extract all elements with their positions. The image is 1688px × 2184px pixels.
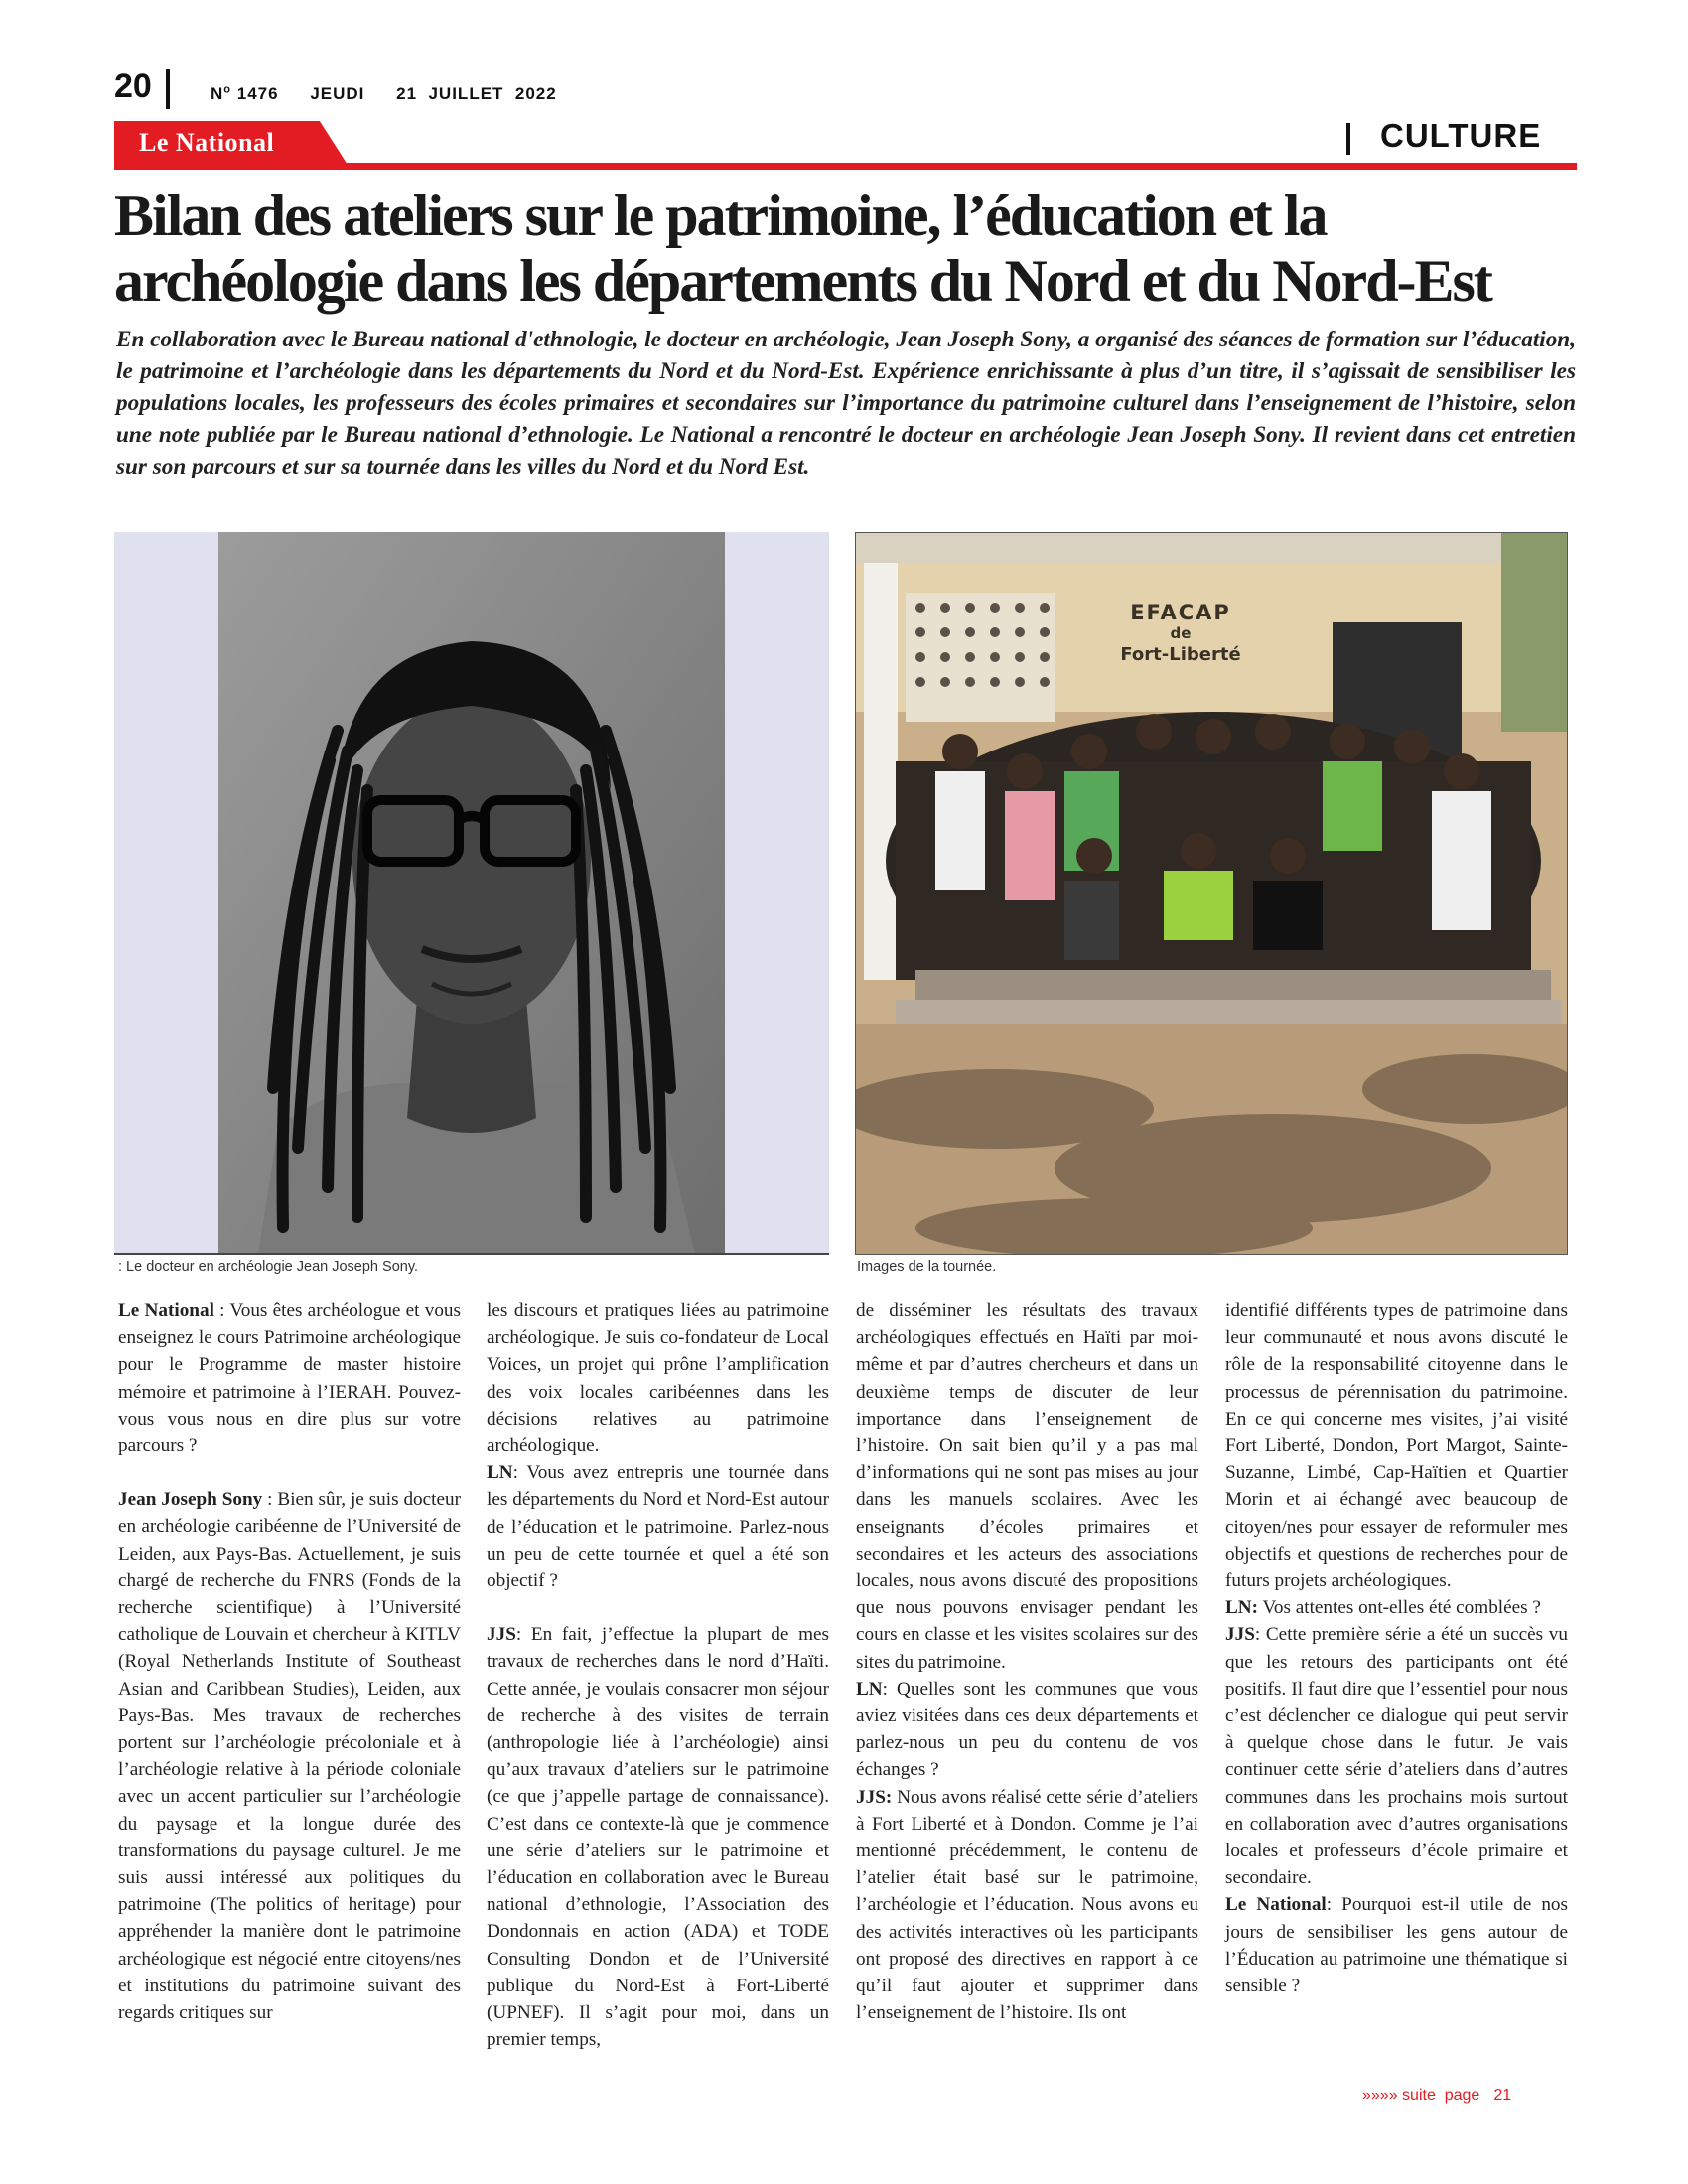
continued-on-page[interactable] bbox=[1362, 2087, 1511, 2105]
paragraph: LN: Vos attentes ont-elles été comblées ? bbox=[1225, 1597, 1541, 1619]
speaker-label: JJS bbox=[487, 1624, 516, 1646]
building-sign bbox=[1086, 603, 1275, 665]
article-column-3 bbox=[856, 1297, 1198, 2026]
header-red-rule bbox=[114, 163, 1577, 170]
group-photo bbox=[855, 532, 1568, 1255]
section-name: CULTURE bbox=[1380, 117, 1542, 154]
speaker-label: Le National bbox=[118, 1300, 214, 1321]
portrait-photo bbox=[218, 532, 725, 1255]
photo-left-baseline bbox=[114, 1253, 829, 1255]
suite-label: »»»» suite page bbox=[1362, 2087, 1480, 2104]
issue-date: 21 JUILLET 2022 bbox=[396, 83, 557, 103]
paragraph: Le National : Vous êtes archéologue et vous enseignez le cours Patrimoine archéologique pour le Programme de master histoire mémoire et patrimoine à l’IERAH. Pouvez-vous vous nous en dire plus sur votre parcours ? bbox=[118, 1300, 461, 1457]
page-number-divider bbox=[166, 69, 170, 109]
speaker-label: JJS: bbox=[856, 1786, 893, 1808]
paragraph: les discours et pratiques liées au patrimoine archéologique. Je suis co-fondateur de Local Voices, un projet qui prône l’amplification des voix locales caribéennes dans les décisions relatives au patrimoine archéologique. bbox=[487, 1300, 829, 1457]
paragraph: LN: Quelles sont les communes que vous aviez visitées dans ces deux départements et parlez-nous un peu du contenu de vos échanges ? bbox=[856, 1678, 1198, 1781]
portrait-illustration bbox=[218, 532, 725, 1255]
paragraph: JJS: En fait, j’effectue la plupart de mes travaux de recherches dans le nord d’Haïti. Cette année, je voulais consacrer mon séjour de recherche à des visites de terrain (anthropologie liée à l’archéologie) ainsi qu’aux travaux d’ateliers sur le patrimoine (ce que j’appelle partage de connaissance). C’est dans ce contexte-là que je commence une série d’ateliers sur le patrimoine et l’éducation en collaboration avec le Bureau national d’ethnologie, l’Association des Dondonnais en action (ADA) et TODE Consulting Dondon et de l’Université publique du Nord-Est à Fort-Liberté (UPNEF). Il s’agit pour moi, dans un premier temps, bbox=[487, 1624, 829, 2051]
paragraph: JJS: Cette première série a été un succès vu que les retours des participants ont été positifs. Il faut dire que l’essentiel pour nous c’est déclencher ce dialogue qui peut servir à quelque chose dans le futur. Je vais continuer cette série d’ateliers dans d’autres communes dans les prochains mois surtout en collaboration avec d’autres organisations locales et professeurs d’école primaire et secondaire. bbox=[1225, 1624, 1568, 1889]
article-column-4 bbox=[1225, 1297, 1568, 1999]
group-photo-caption: Images de la tournée. bbox=[857, 1259, 997, 1275]
sign-line-1: EFACAP bbox=[1130, 601, 1231, 624]
article-column-2 bbox=[487, 1297, 829, 2053]
page-number: 20 bbox=[114, 68, 152, 105]
speaker-label: JJS bbox=[1225, 1624, 1255, 1646]
article-column-1 bbox=[118, 1297, 461, 2026]
speaker-label: LN bbox=[856, 1678, 883, 1700]
paragraph: de disséminer les résultats des travaux archéologiques effectués en Haïti par moi-même et par d’autres chercheurs et dans un deuxième temps de discuter de leur importance dans l’enseignement de l’histoire. On sait bien qu’il y a pas mal d’informations qui ne sont pas mises au jour dans les manuels scolaires. Avec les enseignants d’écoles primaires et secondaires et les acteurs des associations locales, nous avons discuté des propositions que nous pouvons envisager pendant les cours en classe et les visites scolaires sur des sites du patrimoine. bbox=[856, 1300, 1198, 1673]
sign-line-3: Fort-Liberté bbox=[1120, 644, 1241, 665]
speaker-label: LN: bbox=[1225, 1597, 1259, 1619]
issue-weekday: JEUDI bbox=[310, 83, 365, 103]
paragraph: Jean Joseph Sony : Bien sûr, je suis docteur en archéologie caribéenne de l’Université de Leiden, aux Pays-Bas. Actuellement, je suis chargé de recherche du FNRS (Fonds de la recherche scientifique) à l’Université catholique de Louvain et chercheur à KITLV (Royal Netherlands Institute of Southeast Asian and Caribbean Studies), Leiden, aux Pays-Bas. Mes travaux de recherches portent sur l’archéologie précoloniale et à l’archéologie relative à la période coloniale avec un accent particulier sur l’archéologie du paysage et la longue durée des transformations du paysage culturel. Je me suis aussi intéressé aux politiques du patrimoine (The politics of heritage) pour appréhender la manière dont le patrimoine archéologique est négocié entre citoyens/nes et institutions du patrimoine suivant des regards critiques sur bbox=[118, 1489, 461, 2024]
paragraph: JJS: Nous avons réalisé cette série d’ateliers à Fort Liberté et à Dondon. Comme je l’ai mentionné précédemment, le contenu de l’atelier était basé sur le patrimoine, l’archéologie et l’éducation. Nous avons eu des activités interactives où les participants ont proposé des directives en rapport à ce qu’il faut ajouter et supprimer dans l’enseignement de l’histoire. Ils ont bbox=[856, 1786, 1198, 2024]
article-standfirst: En collaboration avec le Bureau national d'ethnologie, le docteur en archéologie, Jean Joseph Sony, a organisé des séances de formation sur l’éducation, le patrimoine et l’archéologie dans les départements du Nord et du Nord-Est. Expérience enrichissante à plus d’un titre, il s’agissait de sensibiliser les populations locales, les professeurs des écoles primaires et secondaires sur l’importance du patrimoine culturel dans l’enseignement de l’histoire, selon une note publiée par le Bureau national d’ethnologie. Le National a rencontré le docteur en archéologie Jean Joseph Sony. Il revient dans cet entretien sur son parcours et sur sa tournée dans les villes du Nord et du Nord Est. bbox=[116, 327, 1576, 479]
article-title: Bilan des ateliers sur le patrimoine, l’éducation et la archéologie dans les départements du Nord et du Nord-Est bbox=[114, 183, 1491, 314]
issue-line bbox=[211, 83, 583, 104]
speaker-label: Jean Joseph Sony bbox=[118, 1489, 263, 1511]
sign-line-2: de bbox=[1170, 624, 1192, 642]
speaker-label: LN bbox=[487, 1462, 513, 1484]
paragraph: identifié différents types de patrimoine dans leur communauté et nous avons discuté le rôle de la responsabilité citoyenne dans le processus de pérennisation du patrimoine. En ce qui concerne mes visites, j’ai visité Fort Liberté, Dondon, Port Margot, Sainte-Suzanne, Limbé, Cap-Haïtien et Quartier Morin et ai échangé avec beaucoup de citoyen/nes pour essayer de reformuler mes objectifs et questions de recherches pour de futurs projets archéologiques. bbox=[1225, 1300, 1568, 1592]
issue-number: $N^o$ 1476 bbox=[211, 83, 279, 103]
speaker-label: Le National bbox=[1225, 1894, 1327, 1916]
brand-name: Le National bbox=[139, 128, 275, 157]
portrait-caption: : Le docteur en archéologie Jean Joseph Sony. bbox=[118, 1259, 419, 1275]
paragraph: LN: Vous avez entrepris une tournée dans les départements du Nord et Nord-Est autour de l’éducation et le patrimoine. Parlez-nous un peu de cette tournée et quel a été son objectif ? bbox=[487, 1462, 829, 1592]
paragraph: Le National: Pourquoi est-il utile de nos jours de sensibiliser les gens autour de l’Éducation au patrimoine une thématique si sensible ? bbox=[1225, 1894, 1568, 1997]
suite-page-number: 21 bbox=[1493, 2087, 1512, 2104]
section-divider bbox=[1346, 123, 1350, 155]
